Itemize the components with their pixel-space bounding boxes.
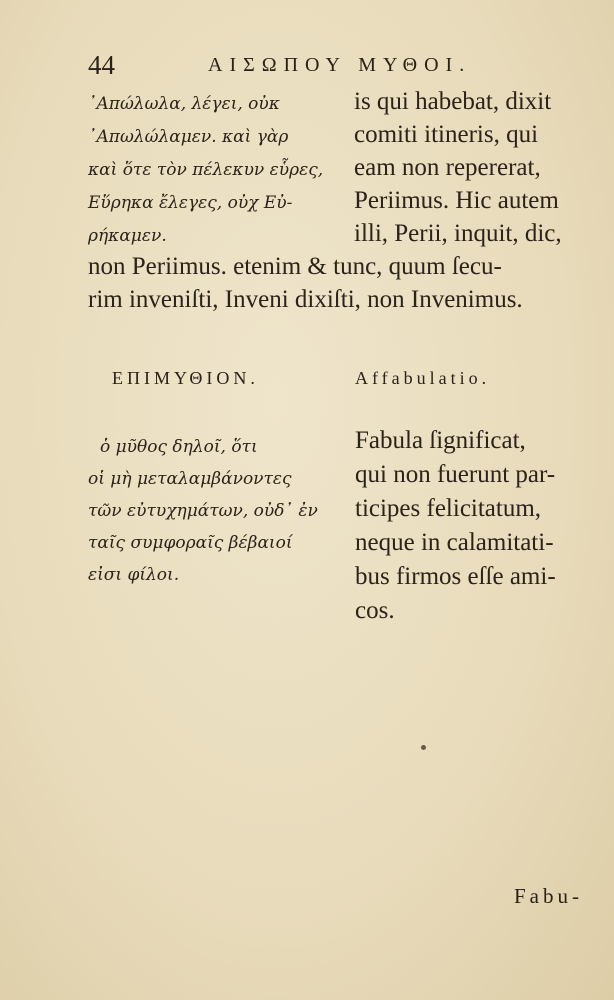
fable-greek-line: ᾿Απώλωλα, λέγει, οὐκ [88,94,280,114]
moral-latin-line: ticipes felicitatum, [355,495,542,522]
ink-dot-ornament [421,745,426,750]
moral-latin-line: cos. [355,597,395,624]
fable-latin-line: Periimus. Hic autem [354,187,559,214]
running-title: ΑΙΣΩΠΟΥ ΜΥΘΟΙ. [208,54,472,76]
moral-latin-heading: Affabulatio. [355,368,491,388]
fable-greek-line: καὶ ὅτε τὸν πέλεκυν εὗρες, [88,160,324,180]
page-number: 44 [88,50,115,80]
moral-greek-line: εἰσι φίλοι. [88,565,180,585]
fable-latin-line: comiti itineris, qui [354,121,539,148]
moral-greek-line: ταῖς συμφοραῖς βέβαιοί [88,533,293,553]
fable-greek-line: ρήκαμεν. [88,226,167,246]
fable-greek-line: Εὕρηκα ἔλεγες, οὐχ Εὐ- [88,193,293,213]
page-header [88,50,584,86]
moral-greek-heading: ΕΠΙΜΥΘΙΟΝ. [112,368,259,388]
moral-latin-line: Fabula ſignificat, [355,427,526,454]
fable-latin-line: is qui habebat, dixit [354,88,552,115]
catchword: Fabu- [514,884,583,908]
moral-greek-line: τῶν εὐτυχημάτων, οὐδ᾽ ἐν [88,501,318,521]
fable-latin-line: illi, Perii, inquit, dic, [354,220,562,247]
fable-latin-full-line: non Periimus. etenim & tunc, quum ſecu- [88,253,502,280]
fable-greek-line: ᾿Απωλώλαμεν. καὶ γὰρ [88,127,289,147]
moral-greek-line: οἱ μὴ μεταλαμβάνοντες [88,469,292,489]
fable-latin-full-line: rim inveniſti, Inveni dixiſti, non Invenimus. [88,286,523,313]
fable-latin-line: eam non repererat, [354,154,541,181]
moral-greek-line: ὁ μῦθος δηλοῖ, ὅτι [100,437,258,457]
moral-latin-line: qui non fuerunt par- [355,461,556,488]
moral-latin-line: neque in calamitati- [355,529,554,556]
moral-latin-line: bus firmos eſſe ami- [355,563,556,590]
